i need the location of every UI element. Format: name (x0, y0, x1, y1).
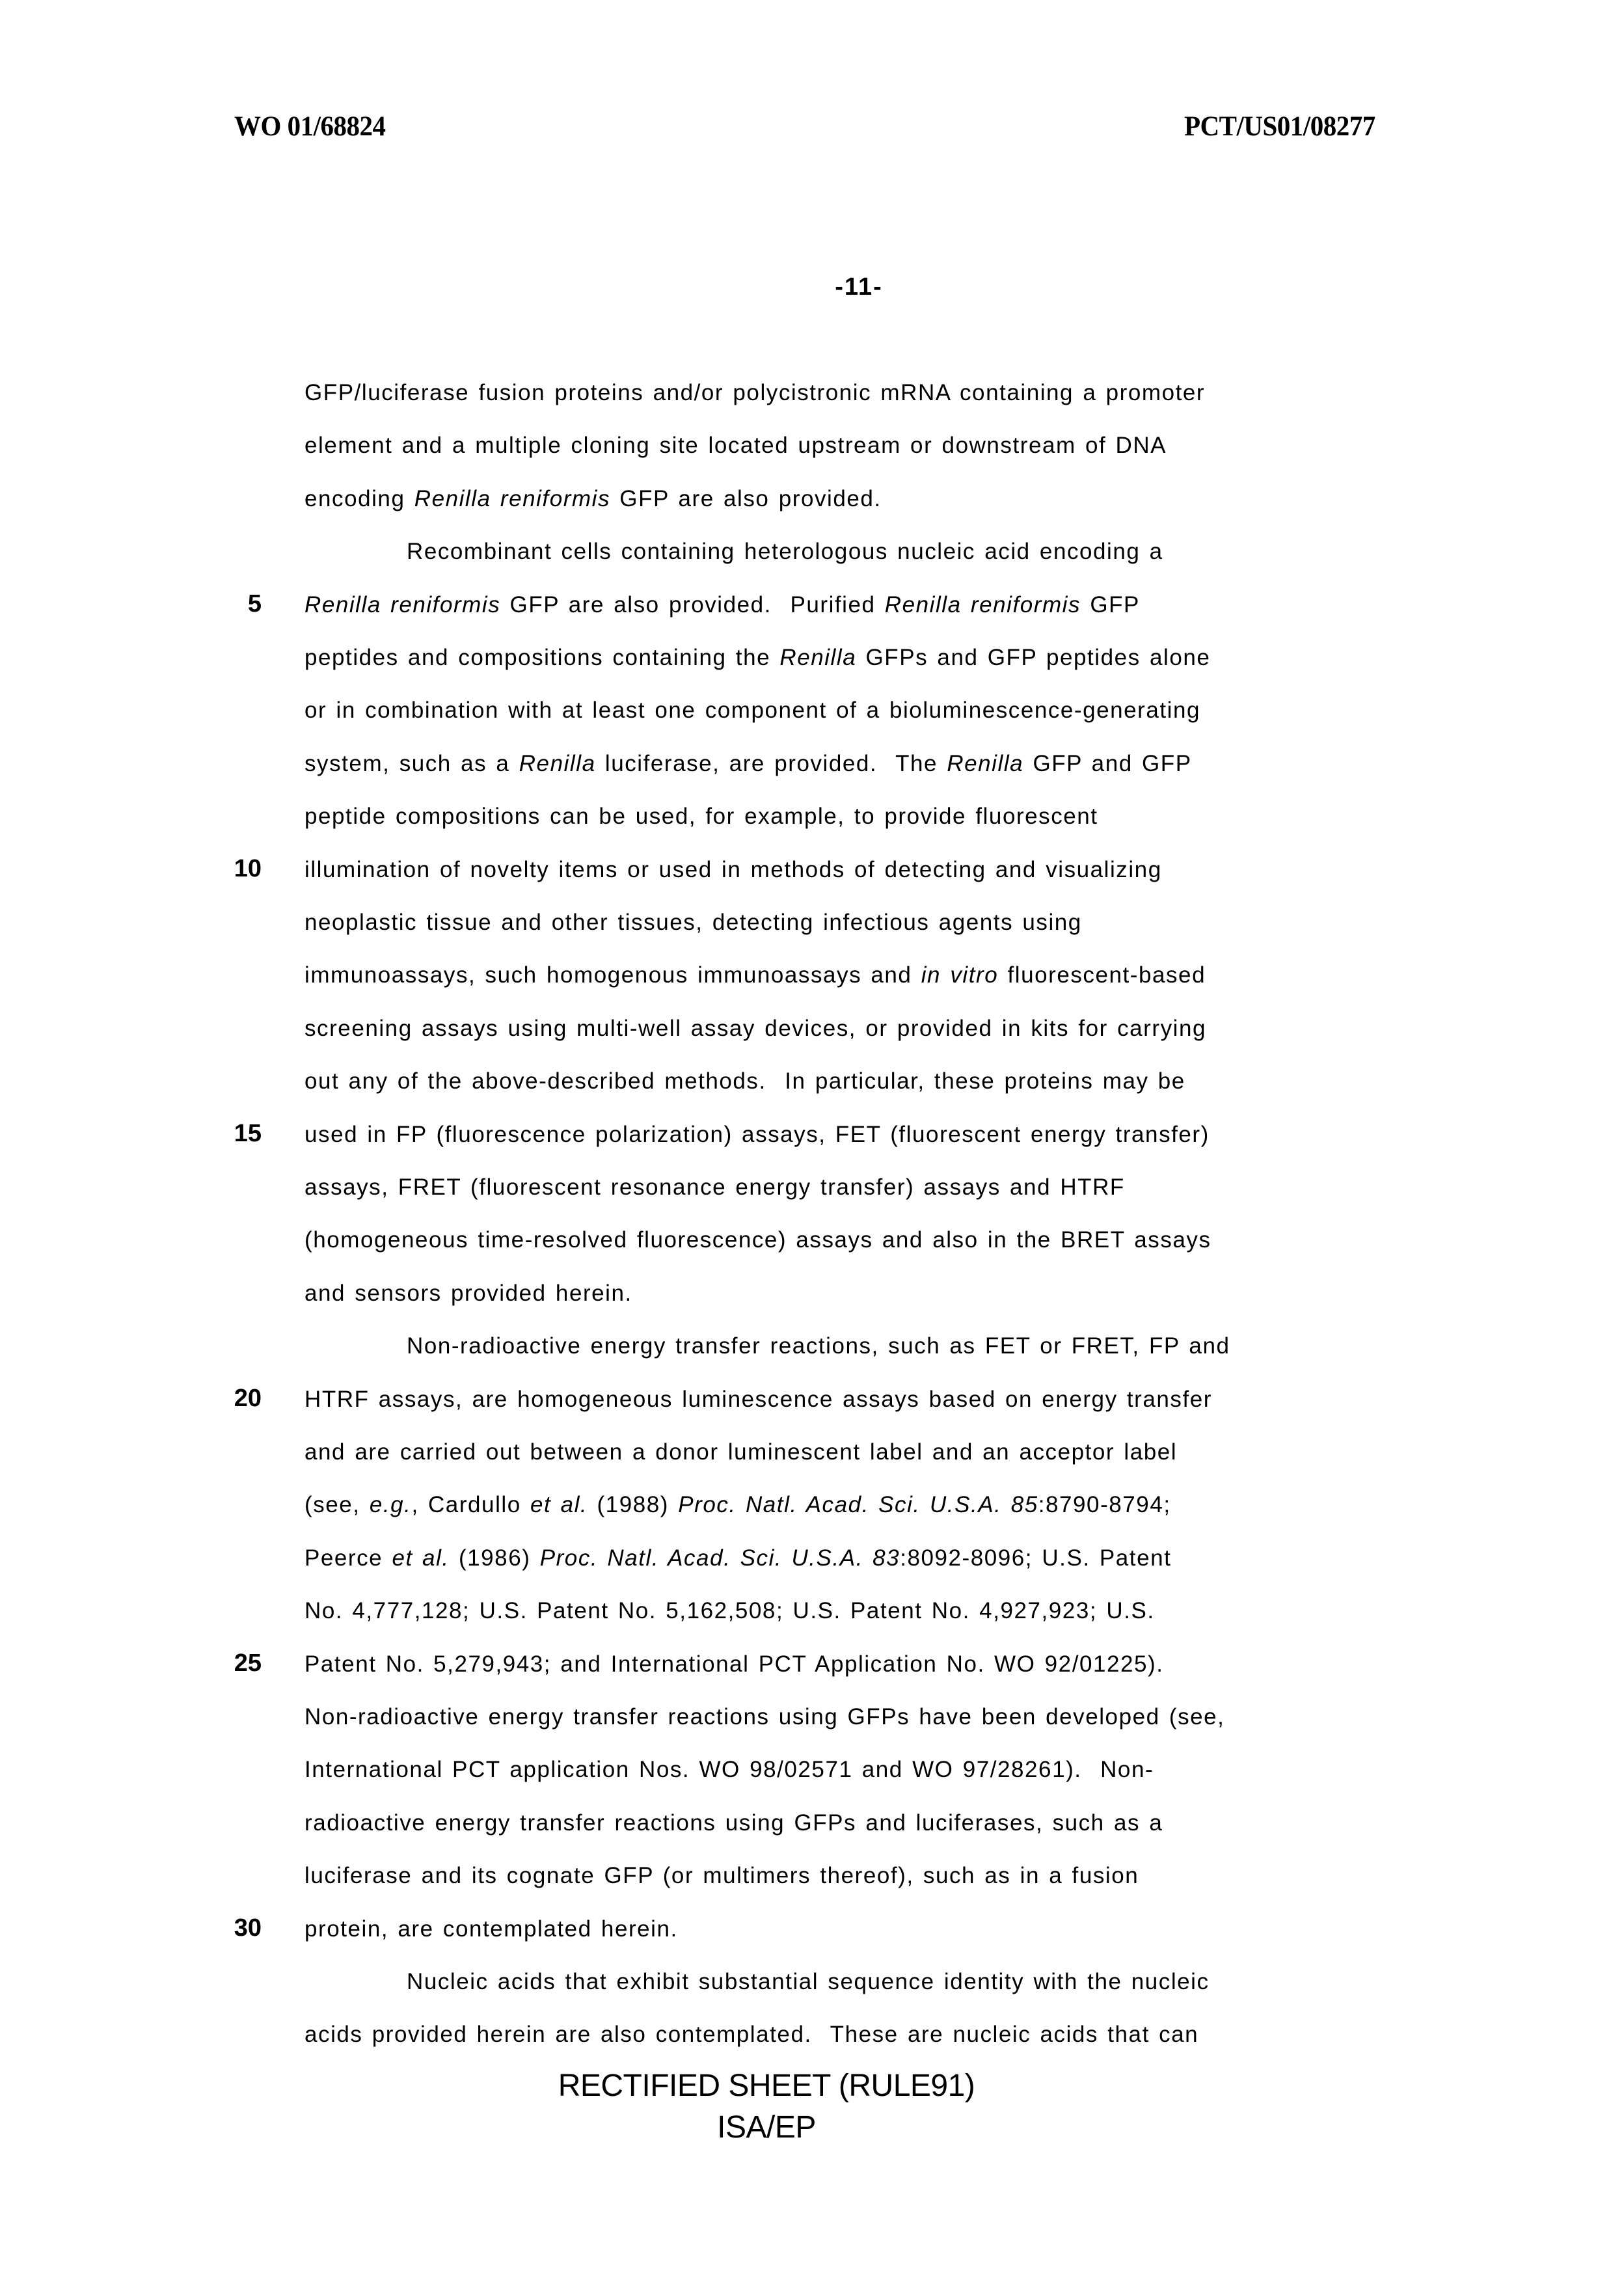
text-line (304, 1486, 1171, 1525)
text-line (304, 1221, 1211, 1260)
text-segment: used in FP (fluorescence polarization) assays, FET (fluorescent energy transfer) (304, 1122, 1210, 1147)
italic-text: Renilla (519, 751, 596, 776)
text-segment: HTRF assays, are homogeneous luminescence assays based on energy transfer (304, 1387, 1212, 1412)
text-segment: Peerce (304, 1545, 392, 1571)
text-segment: GFP/luciferase fusion proteins and/or polycistronic mRNA containing a promoter (304, 380, 1206, 405)
rectified-sheet-stamp: RECTIFIED SHEET (RULE91) (558, 2069, 975, 2103)
text-segment: GFP are also provided. (610, 486, 882, 511)
text-line (304, 1115, 1210, 1154)
line-number: 30 (234, 1914, 262, 1942)
text-segment: GFP (1081, 592, 1140, 618)
text-line (304, 1168, 1125, 1207)
text-line (304, 1009, 1206, 1048)
text-segment: , Cardullo (411, 1492, 531, 1517)
line-number: 15 (234, 1120, 262, 1147)
text-segment: immunoassays, such homogenous immunoassays and (304, 962, 921, 988)
text-line (304, 850, 1162, 889)
text-segment: peptide compositions can be used, for example, to provide fluorescent (304, 804, 1098, 829)
text-segment: GFPs and GFP peptides alone (856, 645, 1211, 670)
text-segment: (homogeneous time-resolved fluorescence) assays and also in the BRET assays (304, 1227, 1211, 1253)
italic-text: e.g. (369, 1492, 412, 1517)
text-line (304, 1804, 1163, 1843)
text-segment: protein, are contemplated herein. (304, 1916, 678, 1942)
text-line (304, 1750, 1154, 1789)
text-line (304, 480, 882, 519)
text-segment: No. 4,777,128; U.S. Patent No. 5,162,508; U.S. Patent No. 4,927,923; U.S. (304, 1598, 1155, 1623)
text-line (407, 1962, 1210, 2002)
text-segment: (see, (304, 1492, 370, 1517)
text-segment: illumination of novelty items or used in methods of detecting and visualizing (304, 857, 1162, 882)
text-segment: GFP are also provided. Purified (500, 592, 885, 618)
text-segment: luciferase, are provided. The (595, 751, 947, 776)
text-line (304, 1062, 1185, 1101)
text-segment: peptides and compositions containing the (304, 645, 780, 670)
text-line (304, 1592, 1155, 1631)
text-line (304, 1856, 1139, 1895)
text-segment: International PCT application Nos. WO 98/02571 and WO 97/28261). Non- (304, 1757, 1154, 1782)
text-segment: out any of the above-described methods. In particular, these proteins may be (304, 1068, 1185, 1094)
text-segment: Non-radioactive energy transfer reactions using GFPs have been developed (see, (304, 1704, 1225, 1730)
publication-number: WO 01/68824 (234, 109, 386, 142)
text-line (304, 797, 1098, 836)
text-segment: and sensors provided herein. (304, 1281, 632, 1306)
text-line (304, 903, 1082, 942)
authority-stamp: ISA/EP (717, 2110, 816, 2145)
text-segment: neoplastic tissue and other tissues, detecting infectious agents using (304, 910, 1082, 935)
text-segment: (1988) (588, 1492, 679, 1517)
text-segment: radioactive energy transfer reactions using GFPs and luciferases, such as a (304, 1810, 1163, 1836)
text-line (304, 1698, 1225, 1737)
application-number: PCT/US01/08277 (1184, 109, 1375, 142)
line-number: 5 (247, 590, 262, 618)
text-segment: Recombinant cells containing heterologous nucleic acid encoding a (407, 539, 1163, 564)
text-segment: :8790-8794; (1038, 1492, 1171, 1517)
text-line (407, 1327, 1230, 1366)
italic-text: Renilla (947, 751, 1024, 776)
text-line (304, 1274, 632, 1313)
text-line (304, 586, 1140, 625)
italic-text: Renilla reniformis (304, 592, 501, 618)
text-line (304, 1539, 1171, 1578)
text-line (304, 1910, 678, 1949)
text-line (304, 744, 1192, 783)
line-number: 25 (234, 1649, 262, 1677)
text-segment: and are carried out between a donor luminescent label and an acceptor label (304, 1439, 1178, 1465)
text-line (304, 1645, 1164, 1684)
text-segment: :8092-8096; U.S. Patent (900, 1545, 1172, 1571)
text-segment: Nucleic acids that exhibit substantial sequence identity with the nucleic (407, 1969, 1210, 1994)
italic-text: et al. (392, 1545, 450, 1571)
text-line (304, 956, 1206, 995)
page-number: -11- (835, 273, 883, 301)
line-number: 10 (234, 855, 262, 882)
text-line (304, 638, 1210, 677)
italic-text: Renilla reniformis (414, 486, 611, 511)
text-line (304, 1380, 1212, 1419)
italic-text: in vitro (921, 962, 999, 988)
text-line (304, 373, 1205, 413)
text-segment: (1986) (449, 1545, 540, 1571)
text-segment: Patent No. 5,279,943; and International PCT Application No. WO 92/01225). (304, 1651, 1164, 1677)
text-segment: fluorescent-based (998, 962, 1206, 988)
text-line (304, 2015, 1198, 2054)
italic-text: Renilla reniformis (884, 592, 1081, 618)
text-segment: Non-radioactive energy transfer reactions, such as FET or FRET, FP and (407, 1333, 1230, 1359)
text-line (407, 532, 1163, 571)
italic-text: Renilla (779, 645, 857, 670)
italic-text: et al. (530, 1492, 588, 1517)
italic-text: Proc. Natl. Acad. Sci. U.S.A. 83 (539, 1545, 900, 1571)
text-segment: or in combination with at least one component of a bioluminescence-generating (304, 698, 1201, 723)
line-number: 20 (234, 1385, 262, 1412)
text-segment: acids provided herein are also contemplated. These are nucleic acids that can (304, 2022, 1199, 2047)
text-segment: GFP and GFP (1023, 751, 1192, 776)
text-line (304, 691, 1200, 730)
text-segment: assays, FRET (fluorescent resonance energy transfer) assays and HTRF (304, 1174, 1125, 1200)
text-line (304, 1433, 1177, 1472)
italic-text: Proc. Natl. Acad. Sci. U.S.A. 85 (678, 1492, 1038, 1517)
text-segment: encoding (304, 486, 414, 511)
text-line (304, 426, 1167, 465)
text-segment: element and a multiple cloning site located upstream or downstream of DNA (304, 433, 1167, 458)
text-segment: system, such as a (304, 751, 519, 776)
text-segment: screening assays using multi-well assay devices, or provided in kits for carrying (304, 1016, 1206, 1041)
text-segment: luciferase and its cognate GFP (or multimers thereof), such as in a fusion (304, 1863, 1139, 1888)
